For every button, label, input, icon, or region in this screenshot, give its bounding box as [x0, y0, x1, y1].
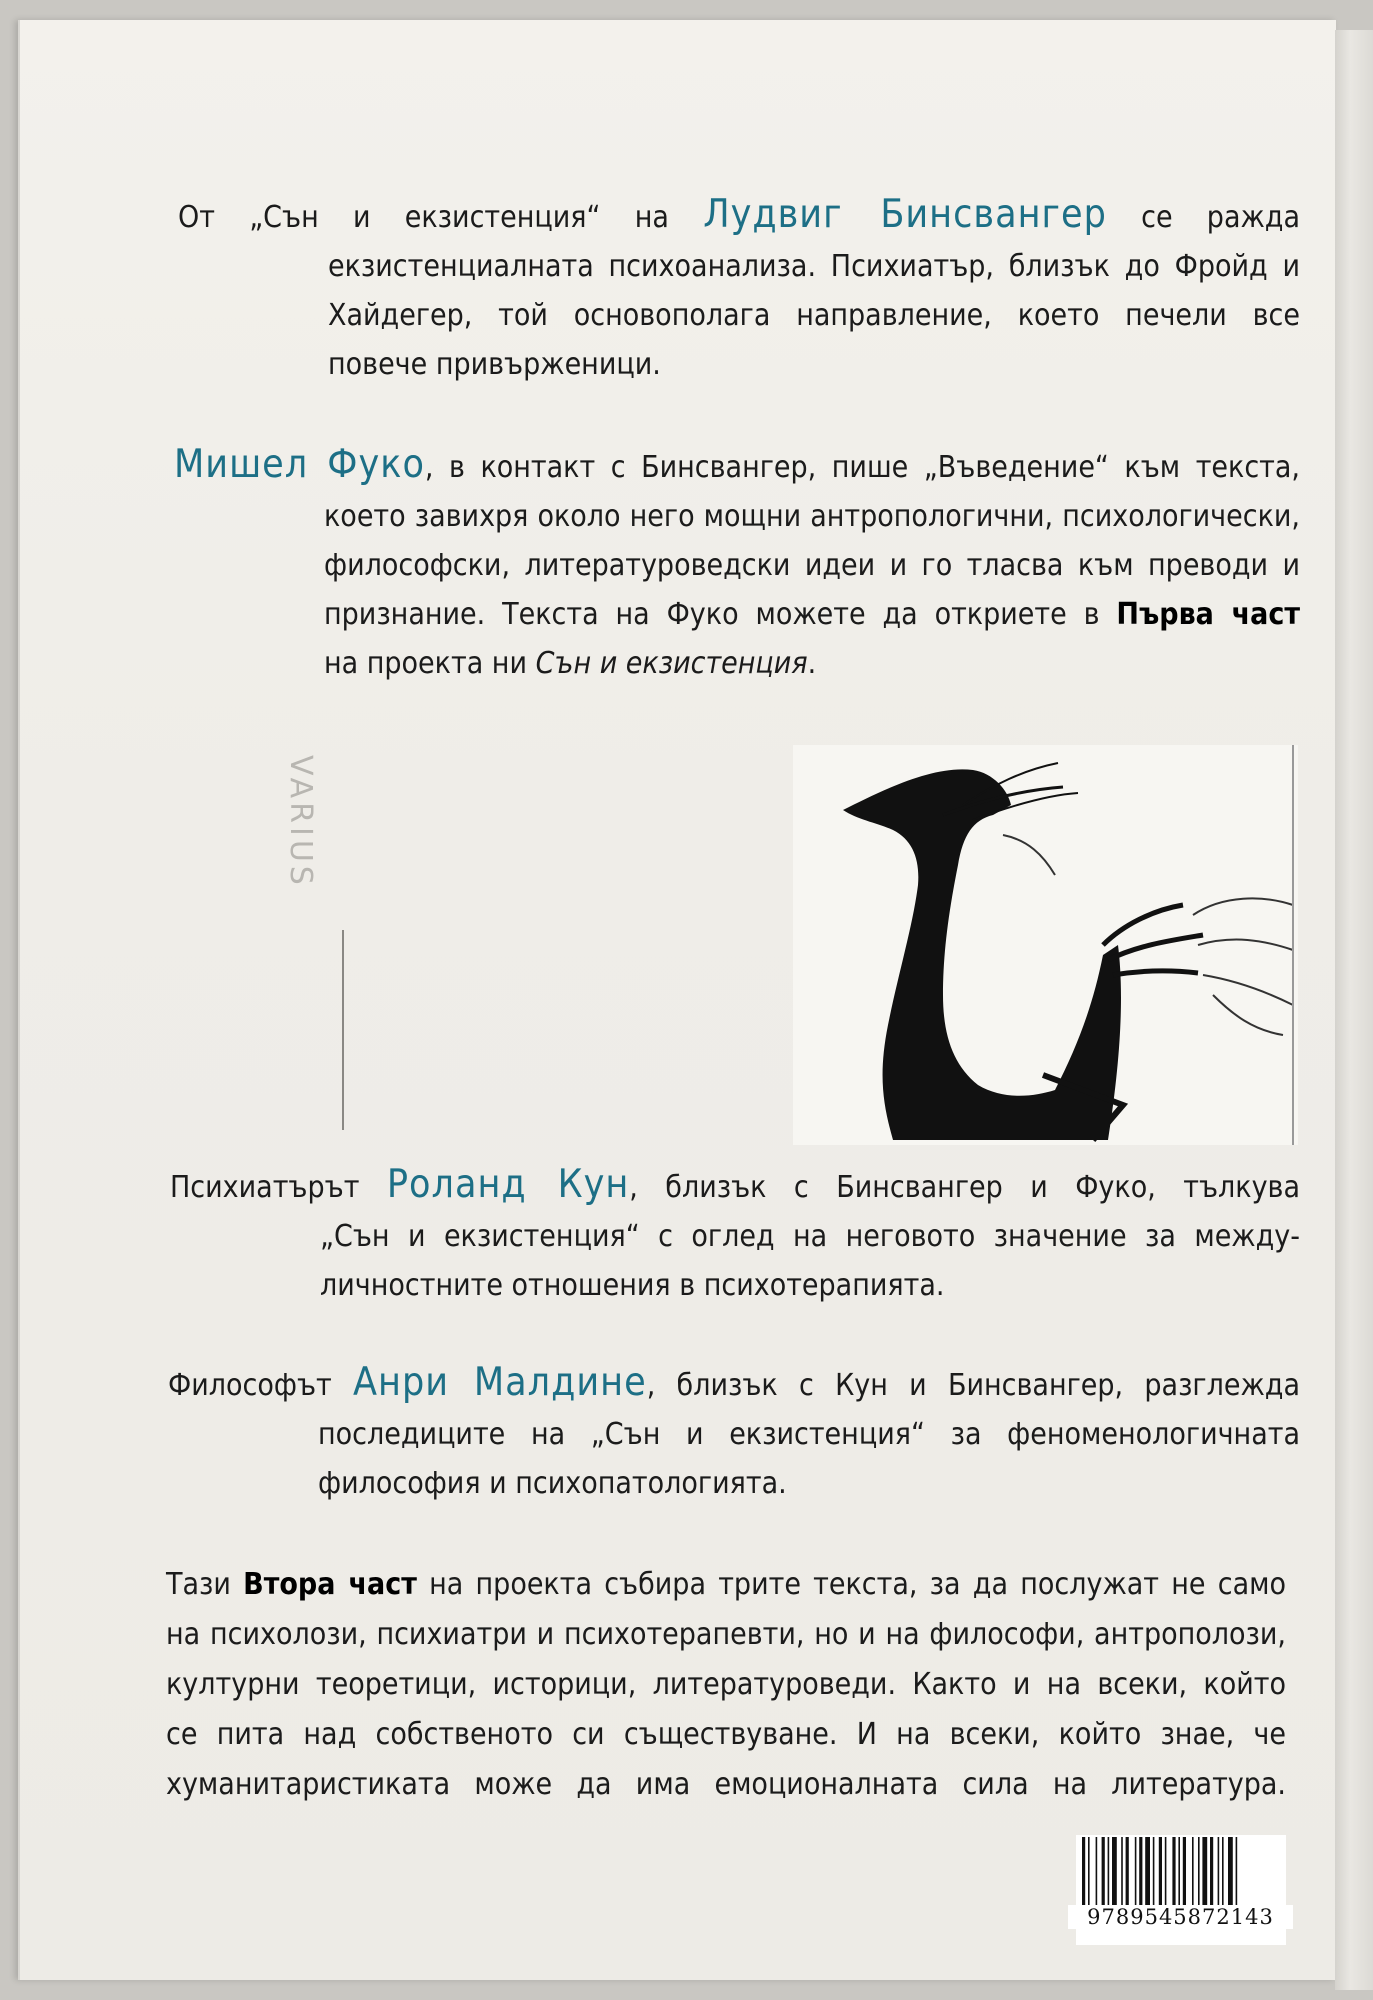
paragraph-foucault: Мишел Фуко, в контакт с Бинсвангер, пише „Въведение“ към текста, което завихря около него мощни антропологични, психологически, философски, литературоведски идеи и го тласва към преводи и признание. Текста на Фуко можете да откриете в Първа част на проекта ни Сън и екзистенция. [174, 442, 1300, 681]
paragraph-summary [166, 1560, 1286, 1810]
p3-line2: „Сън и екзистенция“ с оглед на неговото значение за между- [320, 1219, 1300, 1254]
p3-line3: личностните отношения в психотерапията. [320, 1268, 945, 1303]
book-page-edge [1335, 30, 1373, 1990]
author-name-foucault: Мишел Фуко [174, 442, 425, 487]
p3-line1-end: , близък с Бинсвангер и Фуко, тълкува [629, 1170, 1300, 1205]
p5-line3: културни теоретици, историци, литературоведи. Както и на всеки, който [166, 1667, 1286, 1702]
part-two-label: Втора част [243, 1567, 417, 1602]
p1-line3: Хайдегер, той основополага направление, което печели все [328, 298, 1300, 333]
bird-illustration [793, 745, 1298, 1145]
p2-line2: което завихря около него мощни антропологични, психологически, [324, 499, 1300, 534]
part-one-label: Първа част [1116, 597, 1300, 632]
author-name-maldiney: Анри Малдине [353, 1360, 647, 1405]
p4-intro: Философът [168, 1368, 332, 1403]
p5-line2: на психолози, психиатри и психотерапевти, но и на философи, антрополози, [166, 1617, 1286, 1652]
p4-line2: последиците на „Сън и екзистенция“ за феноменологичната [318, 1417, 1300, 1452]
author-name-binswanger: Лудвиг Бинсвангер [703, 192, 1107, 237]
vertical-divider [342, 930, 344, 1130]
p1-line1-end: се ражда [1141, 200, 1300, 235]
project-title: Сън и екзистенция [535, 646, 808, 681]
p2-line4: признание. Текста на Фуко можете да откриете в [324, 597, 1100, 632]
p1-intro: От „Сън и екзистенция“ на [178, 200, 669, 235]
p3-intro: Психиатърът [170, 1170, 360, 1205]
p5-line4: се пита над собственото си съществуване. И на всеки, който знае, че [166, 1717, 1286, 1752]
p4-line3: философия и психопатологията. [318, 1466, 787, 1501]
barcode-bars-icon [1076, 1835, 1286, 1910]
p2-line3: философски, литературоведски идеи и го тласва към преводи и [324, 548, 1300, 583]
p1-line4: повече привърженици. [328, 347, 661, 382]
p2-line5: на проекта ни [324, 646, 527, 681]
publisher-logo: VARIUS [283, 755, 318, 889]
p2-line1-end: , в контакт с Бинсвангер, пише „Въведение“ към текста, [424, 450, 1300, 485]
paragraph-binswanger [178, 190, 1300, 389]
paragraph-kuhn [170, 1160, 1300, 1310]
bird-drawing-icon [793, 745, 1298, 1145]
p4-line1-end: , близък с Кун и Бинсвангер, разглежда [646, 1368, 1300, 1403]
paragraph-maldiney [168, 1358, 1300, 1508]
p1-line2: екзистенциалната психоанализа. Психиатър, близък до Фройд и [328, 249, 1300, 284]
book-back-cover [18, 20, 1336, 1980]
p5-line1-end: на проекта събира трите текста, за да послужат не само [429, 1567, 1286, 1602]
p5-intro: Тази [166, 1567, 231, 1602]
author-name-kuhn: Роланд Кун [386, 1162, 630, 1207]
p5-line5: хуманитаристиката може да има емоционалната сила на литература. [166, 1767, 1286, 1802]
isbn-number: 9789545872143 [1068, 1905, 1293, 1929]
